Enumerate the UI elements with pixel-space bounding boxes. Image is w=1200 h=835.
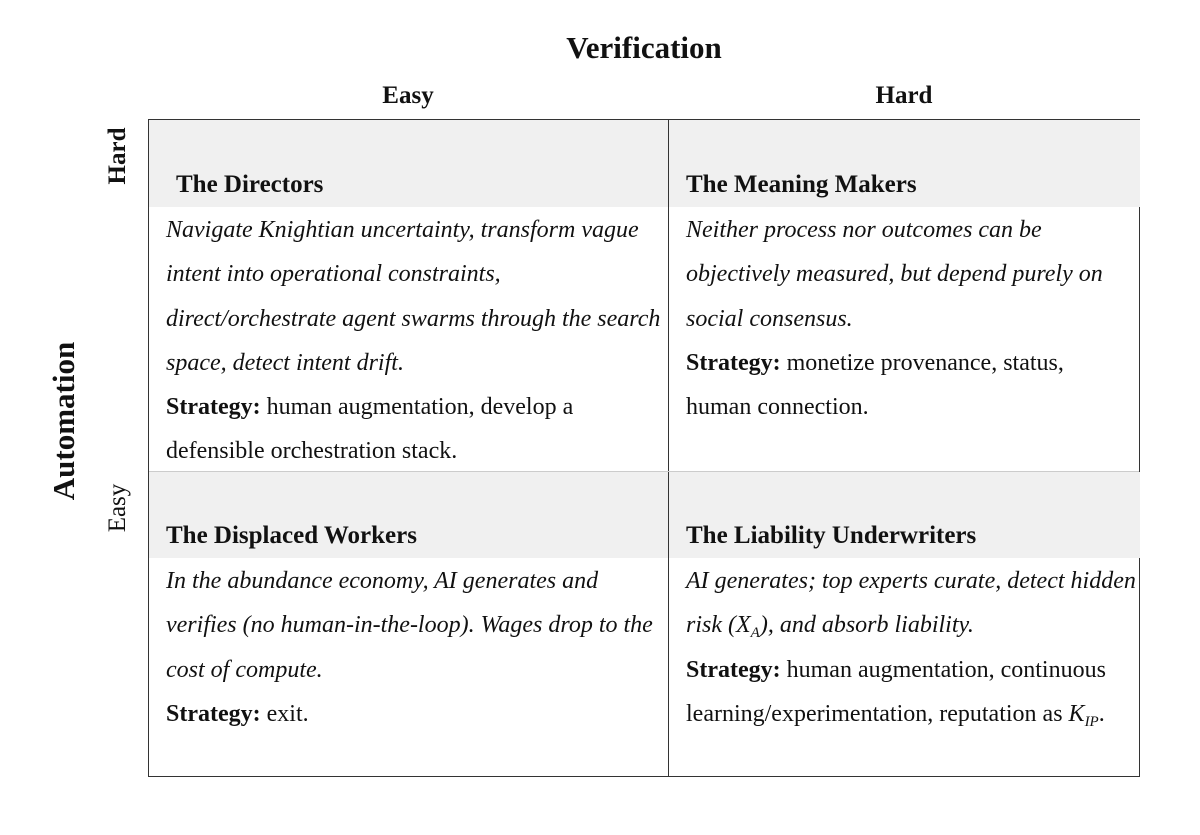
quadrant-strategy-meaning-makers: monetize provenance, status, human connection. xyxy=(686,349,1064,421)
subscript-ip: IP xyxy=(1084,713,1099,730)
quadrant-description-displaced-workers: In the abundance economy, AI generates and verifies (no human-in-the-loop). Wages drop to the cost of compute. xyxy=(166,568,653,683)
quadrant-strategy-directors: human augmentation, develop a defensible orchestration stack. xyxy=(166,394,574,465)
verification-axis-title: Verification xyxy=(566,30,722,65)
row-label-hard: Hard xyxy=(104,127,131,185)
quadrant-body-directors xyxy=(166,208,661,474)
quadrant-strategy-displaced-workers: exit. xyxy=(266,700,309,727)
math-k: K xyxy=(1068,700,1085,727)
description-text-end: ), and absorb liability. xyxy=(759,612,974,639)
quadrant-title-directors: The Directors xyxy=(176,171,324,198)
strategy-label: Strategy: xyxy=(166,394,261,421)
quadrant-description-meaning-makers: Neither process nor outcomes can be objectively measured, but depend purely on social consensus. xyxy=(686,217,1103,332)
strategy-label: Strategy: xyxy=(686,349,781,376)
strategy-text-end: . xyxy=(1098,700,1105,727)
row-label-easy: Easy xyxy=(104,483,131,533)
quadrant-body-meaning-makers xyxy=(686,208,1126,429)
quadrant-body-displaced-workers xyxy=(166,559,661,736)
column-label-hard: Hard xyxy=(875,82,933,109)
quadrant-body-liability-underwriters xyxy=(686,559,1136,736)
quadrant-description-liability-underwriters xyxy=(686,568,1136,642)
subscript-a: A xyxy=(750,625,760,642)
quadrant-title-liability-underwriters: The Liability Underwriters xyxy=(686,522,977,549)
quadrant-description-directors: Navigate Knightian uncertainty, transform vague intent into operational constraints, direct/orchestrate agent swarms through the search space, detect intent drift. xyxy=(166,217,661,376)
vertical-divider xyxy=(668,120,669,776)
strategy-text: human augmentation, continuous learning/experimentation, reputation as xyxy=(686,656,1106,727)
description-text: AI generates; top experts curate, detect hidden risk (X xyxy=(686,568,1136,639)
automation-axis-title: Automation xyxy=(46,341,81,501)
strategy-label: Strategy: xyxy=(166,700,261,727)
strategy-label: Strategy: xyxy=(686,656,781,683)
quadrant-title-displaced-workers: The Displaced Workers xyxy=(166,522,417,549)
column-label-easy: Easy xyxy=(382,82,434,109)
quadrant-title-meaning-makers: The Meaning Makers xyxy=(686,171,917,198)
quadrant-grid xyxy=(148,119,1140,777)
